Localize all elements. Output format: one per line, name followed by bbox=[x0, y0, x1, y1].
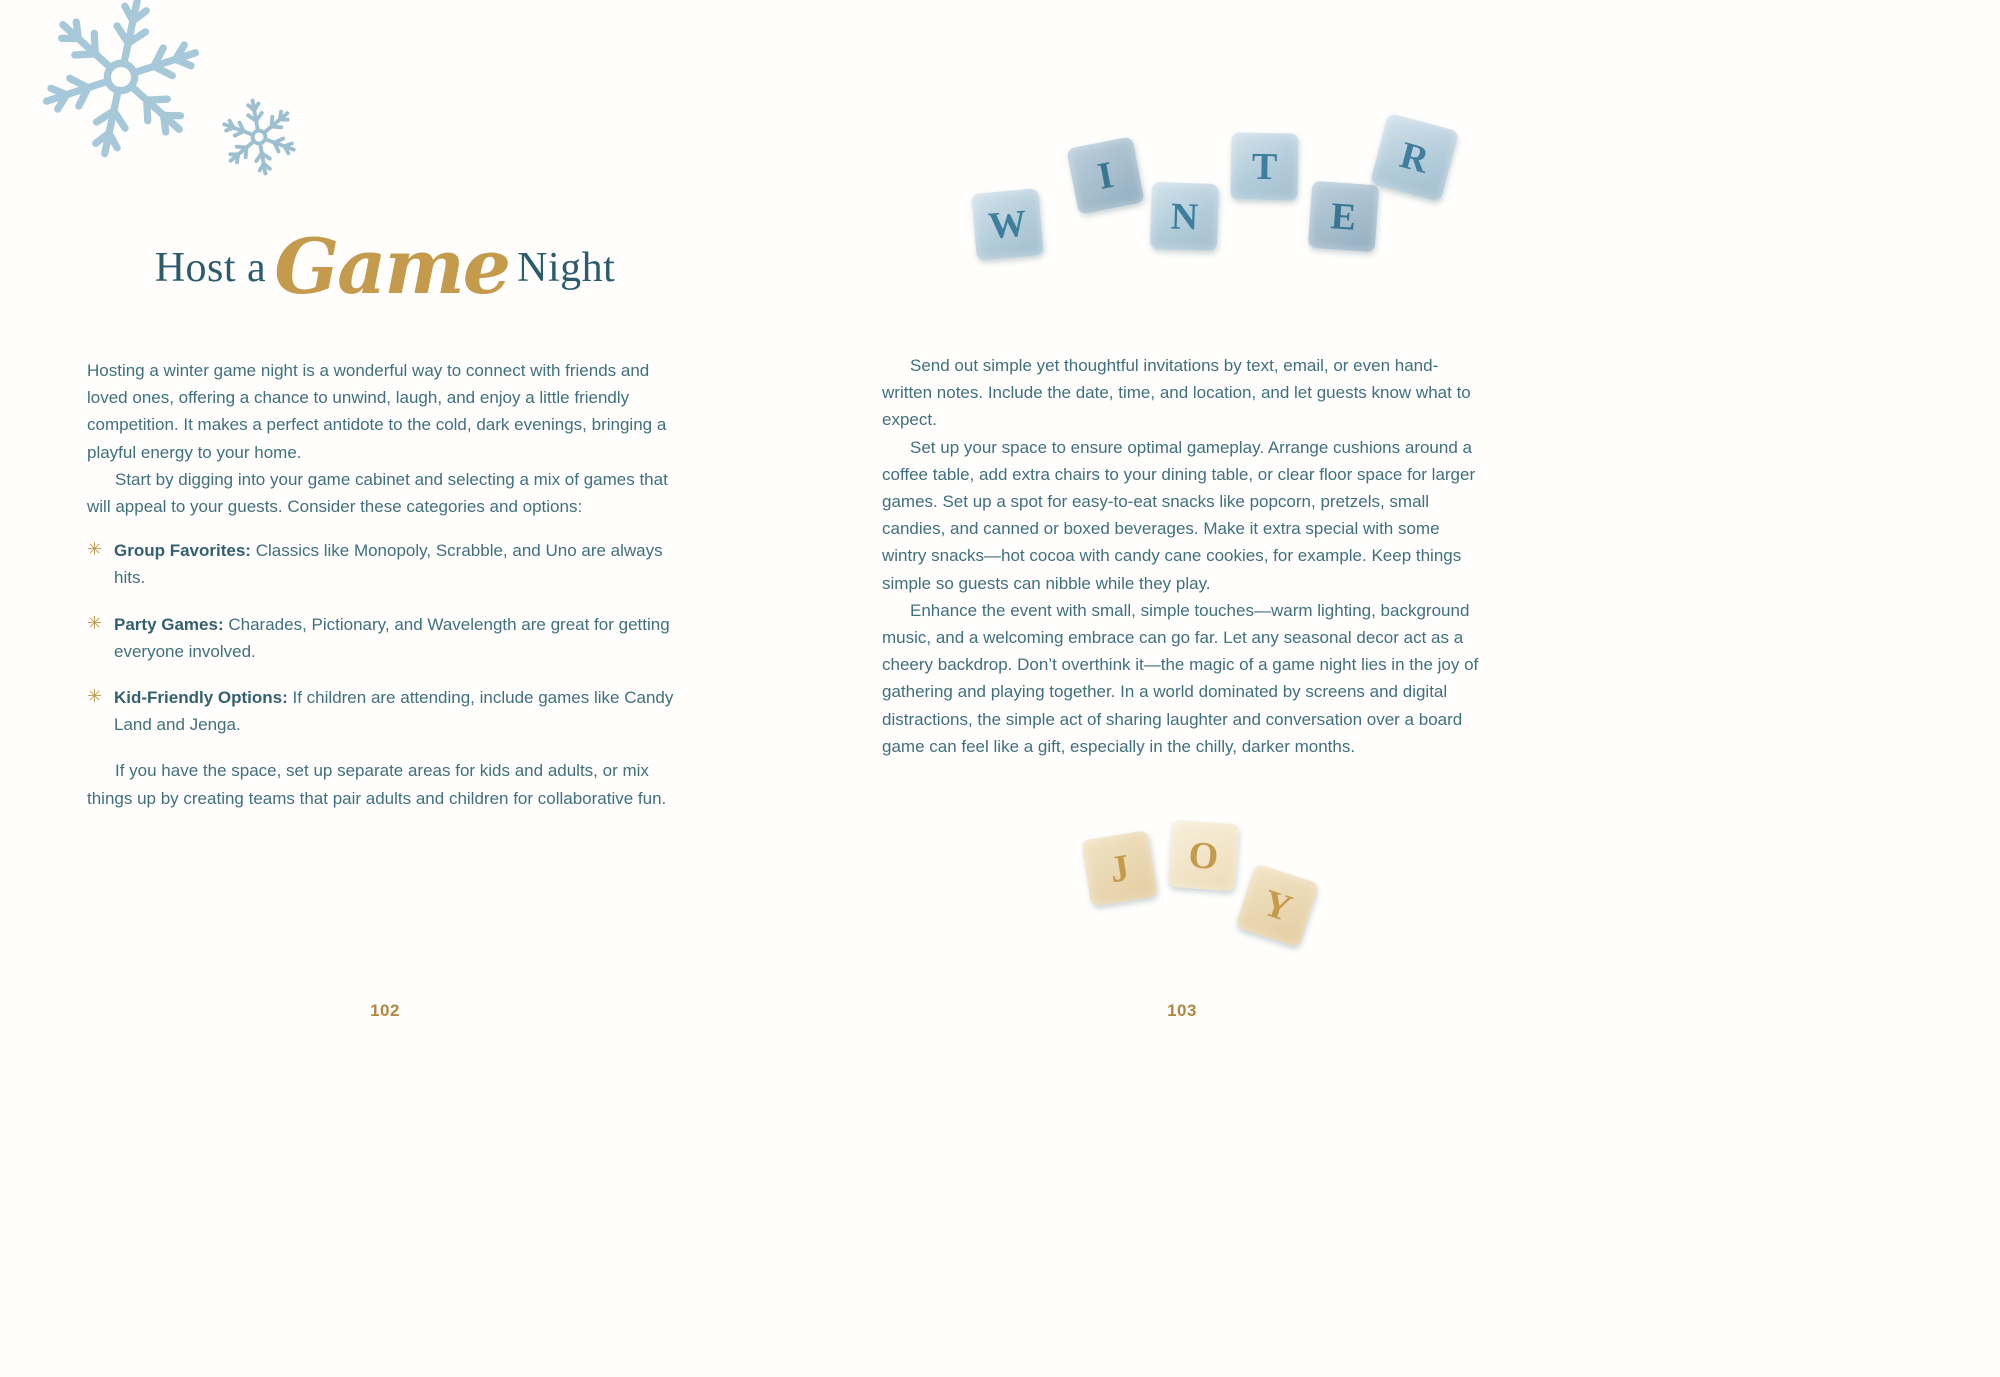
tile-letter: N bbox=[1170, 195, 1199, 238]
right-text-column bbox=[882, 352, 1479, 760]
bullet-label: Party Games: bbox=[114, 614, 224, 634]
tile-letter: W bbox=[986, 201, 1029, 248]
list-item bbox=[87, 611, 684, 665]
tile-letter: T bbox=[1251, 145, 1278, 188]
letter-tile bbox=[1308, 181, 1380, 253]
title-pre: Host a bbox=[154, 245, 267, 291]
paragraph: Start by digging into your game cabinet and selecting a mix of games that will appeal to your guests. Consider these categories and options: bbox=[87, 469, 668, 517]
letter-tile bbox=[1081, 830, 1158, 907]
letter-tile bbox=[1370, 113, 1459, 202]
snowflake-small-icon bbox=[209, 87, 309, 187]
letter-tile bbox=[1066, 136, 1145, 215]
list-item bbox=[87, 684, 684, 738]
snowflake-bullet-icon: ✳ bbox=[87, 539, 103, 560]
letter-tile bbox=[1150, 182, 1219, 251]
bullet-text: Classics like Monopoly, Scrabble, and Uno are always hits. bbox=[114, 541, 663, 588]
page-number-left: 102 bbox=[370, 1001, 400, 1020]
snowflake-large-icon bbox=[13, 0, 229, 185]
left-text-column bbox=[87, 357, 684, 812]
tile-letter: E bbox=[1329, 194, 1358, 239]
paragraph: Set up your space to ensure optimal gameplay. Arrange cushions around a coffee table, add extra chairs to your dining table, or clear floor space for larger games. Set up a spot for easy-to-eat snacks like popcorn, pretzels, small candies, and canned or boxed beverages. Make it extra special with some wintry snacks—hot cocoa with candy cane cookies, for example. Keep things simple so guests can nibble while they play. bbox=[882, 437, 1476, 593]
letter-tile bbox=[1230, 132, 1298, 200]
page-number-right: 103 bbox=[1167, 1001, 1197, 1020]
letter-tile bbox=[1168, 820, 1240, 892]
tile-letter: J bbox=[1106, 846, 1133, 891]
paragraph: Send out simple yet thoughtful invitations by text, email, or even hand-written notes. Include the date, time, and location, and let guests know what to expect. bbox=[882, 356, 1471, 430]
bullet-label: Kid-Friendly Options: bbox=[114, 688, 288, 708]
snowflake-bullet-icon: ✳ bbox=[87, 612, 103, 633]
paragraph: If you have the space, set up separate areas for kids and adults, or mix things up by creating teams that pair adults and children for collaborative fun. bbox=[87, 761, 667, 808]
tile-letter: I bbox=[1094, 153, 1117, 198]
list-item bbox=[87, 537, 684, 591]
letter-tile bbox=[1235, 863, 1319, 947]
bullet-label: Group Favorites: bbox=[114, 541, 251, 561]
paragraph: Hosting a winter game night is a wonderful way to connect with friends and loved ones, offering a chance to unwind, laugh, and enjoy a little friendly competition. It makes a perfect antidote to the cold, dark evenings, bringing a playful energy to your home. bbox=[87, 361, 667, 462]
bullet-text: Charades, Pictionary, and Wavelength are great for getting everyone involved. bbox=[114, 614, 670, 661]
letter-tile bbox=[971, 188, 1044, 261]
tile-letter: R bbox=[1395, 133, 1434, 182]
bullet-text: If children are attending, include games like Candy Land and Jenga. bbox=[114, 688, 674, 735]
snowflake-bullet-icon: ✳ bbox=[87, 686, 103, 707]
bullet-list bbox=[87, 537, 684, 738]
title-script-word: Game bbox=[274, 222, 510, 311]
title-post: Night bbox=[517, 245, 616, 291]
tile-letter: O bbox=[1187, 833, 1220, 878]
paragraph: Enhance the event with small, simple touches—warm lighting, background music, and a welcoming embrace can go far. Let any seasonal decor act as a cheery backdrop. Don’t overthink it—the magic of a game night lies in the joy of gathering and playing together. In a world dominated by screens and digital distractions, the simple act of sharing laughter and conversation over a board game can feel like a gift, especially in the chilly, darker months. bbox=[882, 600, 1479, 756]
page-title bbox=[87, 222, 683, 311]
tile-letter: Y bbox=[1257, 881, 1298, 930]
